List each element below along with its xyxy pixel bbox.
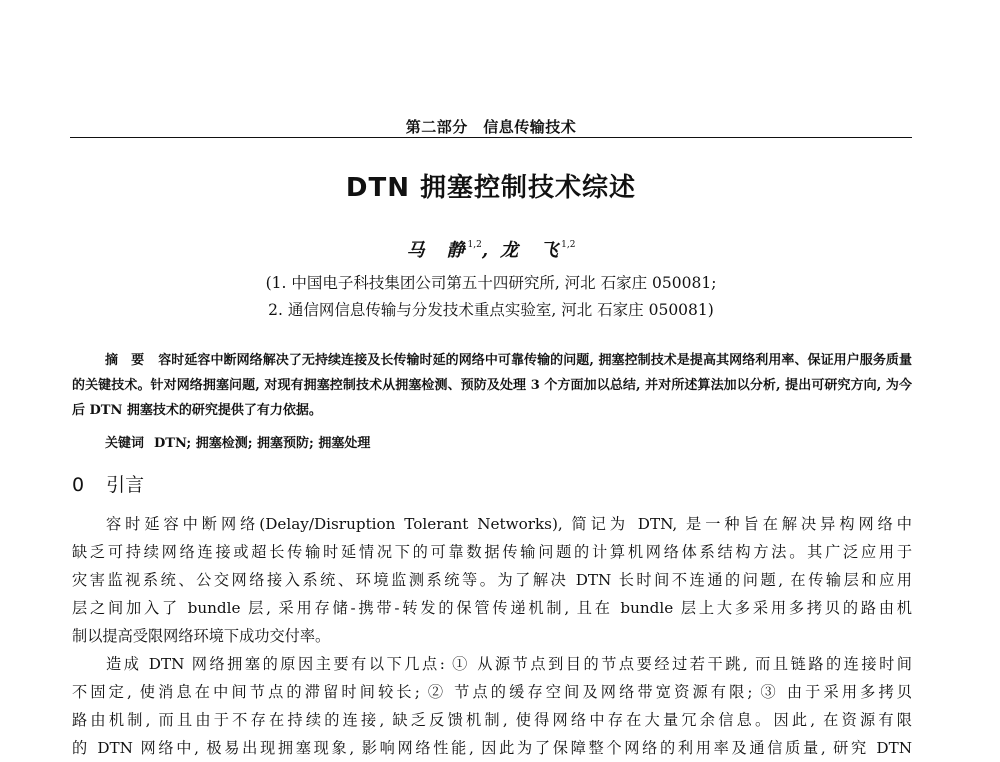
- section-heading: [72, 470, 144, 497]
- running-head: 第二部分 信息传输技术: [405, 118, 577, 136]
- keywords: [105, 432, 370, 451]
- section-title: 引言: [106, 474, 145, 496]
- header-rule: [70, 137, 912, 138]
- paragraph-line: 容时延容中断网络(Delay/Disruption Tolerant Networks), 简记为 DTN, 是一种旨在解决异构网络中: [106, 515, 912, 533]
- author-line: [70, 236, 912, 262]
- keywords-text: DTN; 拥塞检测; 拥塞预防; 拥塞处理: [154, 436, 371, 451]
- paragraph-line: 制以提高受限网络环境下成功交付率。: [72, 627, 331, 645]
- section-number: 0: [72, 474, 85, 496]
- paragraph-line: 的 DTN 网络中, 极易出现拥塞现象, 影响网络性能, 因此为了保障整个网络的利用率及通信质量, 研究 DTN: [72, 739, 912, 757]
- abstract-text: 容时延容中断网络解决了无持续连接及长传输时延的网络中可靠传输的问题, 拥塞控制技术是提高其网络利用率、保证用户服务质量的关键技术。针对网络拥塞问题, 对现有拥塞控制技术从拥塞检测、预防及处理 3 个方面加以总结, 并对所述算法加以分析, 提出可研究方向, 为今后 DTN 拥塞技术的研究提供了有力依据。: [72, 353, 912, 418]
- paragraph-line: 灾害监视系统、公交网络接入系统、环境监测系统等。为了解决 DTN 长时间不连通的问题, 在传输层和应用: [72, 571, 912, 589]
- paragraph-line: 路由机制, 而且由于不存在持续的连接, 缺乏反馈机制, 使得网络中存在大量冗余信息。因此, 在资源有限: [72, 711, 912, 729]
- author-separator: ,: [481, 240, 491, 261]
- author-affiliation-marker: 1,2: [467, 240, 482, 250]
- paragraph-line: 造成 DTN 网络拥塞的原因主要有以下几点: ① 从源节点到目的节点要经过若干跳, 而且链路的连接时间: [106, 655, 912, 673]
- body-paragraph: [72, 650, 912, 762]
- keywords-label: 关键词: [105, 436, 145, 451]
- paper-title: DTN 拥塞控制技术综述: [345, 173, 637, 203]
- abstract: [72, 348, 912, 423]
- body-paragraph: [72, 510, 912, 650]
- author-affiliation-marker: 1,2: [561, 240, 576, 250]
- affiliation-line: (1. 中国电子科技集团公司第五十四研究所, 河北 石家庄 050081;: [265, 274, 717, 292]
- paragraph-line: 层之间加入了 bundle 层, 采用存储-携带-转发的保管传递机制, 且在 bundle 层上大多采用多拷贝的路由机: [72, 599, 912, 617]
- author-name: 马 静: [406, 240, 467, 261]
- author-name: 龙 飞: [500, 240, 561, 261]
- affiliation-line: 2. 通信网信息传输与分发技术重点实验室, 河北 石家庄 050081): [268, 301, 714, 319]
- paragraph-line: 缺乏可持续网络连接或超长传输时延情况下的可靠数据传输问题的计算机网络体系结构方法。其广泛应用于: [72, 543, 912, 561]
- abstract-label: 摘 要: [105, 353, 145, 368]
- paragraph-line: 不固定, 使消息在中间节点的滞留时间较长; ② 节点的缓存空间及网络带宽资源有限; ③ 由于采用多拷贝: [72, 683, 912, 701]
